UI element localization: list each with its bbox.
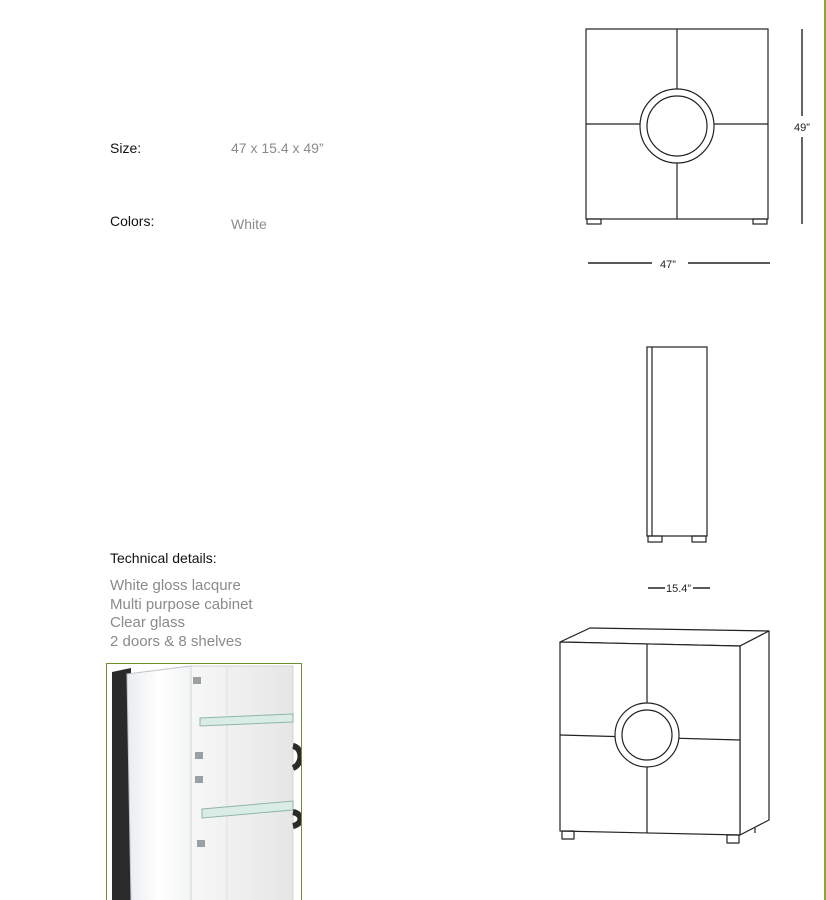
perspective-foot-right [727, 835, 739, 843]
ring-handle-upper [293, 746, 301, 768]
cabinet-interior [191, 666, 293, 900]
open-door-panel [127, 666, 191, 900]
front-view-foot-left [587, 219, 601, 224]
ring-handle-lower [293, 812, 301, 826]
technical-details-title: Technical details: [110, 550, 217, 566]
side-view-foot-front [648, 536, 662, 542]
side-view-foot-back [692, 536, 706, 542]
side-view-body [647, 347, 707, 536]
perspective-view-drawing [560, 628, 769, 843]
front-view-drawing [586, 29, 768, 224]
size-value: 47 x 15.4 x 49” [231, 140, 324, 156]
hinge-3 [195, 776, 203, 783]
hinge-1 [193, 677, 201, 684]
height-dimension-label: 49” [794, 122, 810, 134]
hinge-2 [195, 752, 203, 759]
tech-item-finish: White gloss lacqure [110, 577, 241, 594]
size-label: Size: [110, 140, 142, 156]
front-view-ring-outer [640, 89, 714, 163]
colors-value: White [231, 216, 267, 232]
open-cabinet-illustration [107, 664, 302, 900]
side-view-drawing [647, 347, 707, 542]
colors-label: Colors: [110, 213, 155, 229]
perspective-side-face [740, 631, 769, 835]
perspective-ring-outer [615, 703, 679, 767]
tech-item-doors-shelves: 2 doors & 8 shelves [110, 632, 242, 650]
depth-dimension-label: 15.4” [666, 583, 692, 595]
width-dimension-label: 47” [660, 259, 676, 271]
product-photo [106, 663, 302, 900]
front-view-foot-right [753, 219, 767, 224]
tech-item-glass: Clear glass [110, 614, 186, 631]
tech-item-purpose: Multi purpose cabinet [110, 595, 253, 613]
perspective-foot-left [562, 831, 574, 839]
hinge-4 [197, 840, 205, 847]
